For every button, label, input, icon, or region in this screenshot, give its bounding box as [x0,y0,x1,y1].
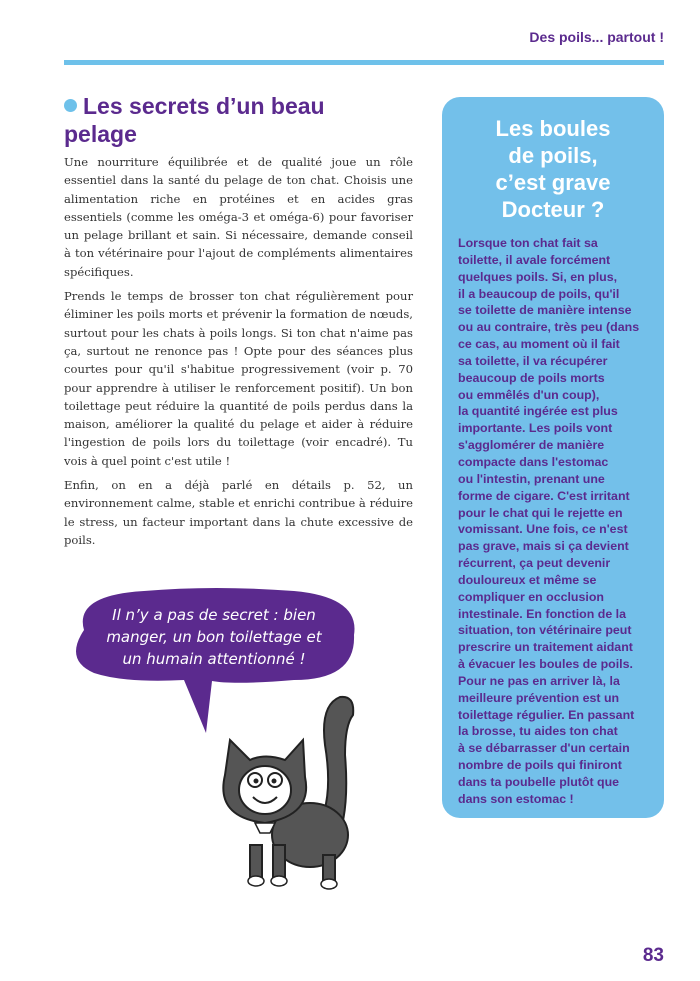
page-number: 83 [642,945,664,966]
box-text-line: situation, ton vétérinaire peut [458,623,632,638]
box-title-line: de poils, [508,143,598,168]
box-text-line: pour le chat qui le rejette en [458,505,623,520]
header-rule [64,60,664,65]
box-text-line: dans son estomac ! [458,791,574,806]
box-text-line: sa toilette, il va récupérer [458,353,608,368]
box-text-line: intestinale. En fonction de la [458,606,626,621]
bullet-icon [64,99,77,112]
box-text-line: douloureux et même se [458,572,597,587]
box-title-line: c’est grave [495,170,611,195]
box-text-line: compliquer en occlusion [458,589,604,604]
section-heading [64,92,394,148]
box-text-line: ou l'intestin, prenant une [458,471,605,486]
paragraph: Une nourriture équilibrée et de qualité joue un rôle essentiel dans la santé du pelage de ton chat. Choisis une alimentation riche en protéines et en acides gras essentiels (comme les oméga-3 et oméga-6) pour favoriser un pelage brillant et sain. Si nécessaire, demande conseil à ton vétérinaire pour l'ajout de compléments alimentaires spécifiques. [64,155,413,279]
box-text-line: nombre de poils qui finiront [458,758,622,773]
box-text-line: récurrent, ça peut devenir [458,556,611,571]
box-text-line: se toilette de manière intense [458,303,632,318]
box-text-line: dans ta poubelle plutôt que [458,775,620,789]
box-text-line: quelques poils. Si, en plus, [458,269,618,284]
box-text-line: beaucoup de poils morts [458,370,605,385]
box-text-line: toilette, il avale forcément [458,252,611,267]
bubble-line: manger, un bon toilettage et [106,628,322,646]
section-heading-text: Les secrets d’un beau pelage [64,93,325,147]
box-text-line: importante. Les poils vont [458,421,613,436]
box-title [442,115,664,223]
box-text-line: à évacuer les boules de poils. [458,657,633,672]
box-text-line: ou emmêlés d'un coup), [458,387,600,402]
paragraph: Enfin, on en a déjà parlé en détails p. 52, un environnement calme, stable et enrichi contribue à réduire le stress, un facteur important dans la chute excessive de poils. [64,478,413,547]
paragraph: Prends le temps de brosser ton chat régulièrement pour éliminer les poils morts et prévenir la formation de nœuds, surtout pour les chats à poils longs. Si ton chat n'aime pas ça, surtout ne renonce pas ! Opte pour des séances plus courtes pour qu'il s'habitue progressivement (voir p. 70 pour apprendre à utiliser le renforcement positif). Un bon toilettage peut réduire la quantité de poils perdus dans la maison, améliorer la qualité du pelage et aider à réduire l'ingestion de poils lors du toilettage (voir encadré). Tu vois à quel point c'est utile ! [64,289,413,468]
box-title-line: Docteur ? [501,197,605,222]
box-text-line: toilettage régulier. En passant [458,707,635,722]
speech-bubble-text [80,604,348,670]
box-text-line: compacte dans l'estomac [458,454,609,469]
box-text [458,235,658,808]
box-text-line: à se débarrasser d'un certain [458,741,630,756]
box-text-line: Lorsque ton chat fait sa [458,236,598,250]
box-text-line: il a beaucoup de poils, qu'il [458,286,620,301]
cat-illustration [205,685,365,895]
running-header: Des poils... partout ! [529,29,664,45]
box-text-line: la brosse, tu aides ton chat [458,724,618,739]
box-text-line: meilleure prévention est un [458,690,620,705]
box-text-line: prescrire un traitement aidant [458,640,633,655]
sidebar-box [442,97,664,818]
body-text [64,153,413,555]
box-text-line: ce cas, au moment où il fait [458,337,620,352]
box-text-line: s'agglomérer de manière [458,438,605,453]
box-text-line: ou au contraire, très peu (dans [458,320,640,335]
box-text-line: forme de cigare. C'est irritant [458,488,630,503]
box-text-line: vomissant. Une fois, ce n'est [458,522,628,537]
bubble-line: un humain attentionné ! [122,650,306,668]
box-text-line: pas grave, mais si ça devient [458,539,629,554]
bubble-line: Il n’y a pas de secret : bien [112,606,316,624]
box-text-line: Pour ne pas en arriver là, la [458,673,620,688]
box-title-line: Les boules [495,116,611,141]
box-text-line: la quantité ingérée est plus [458,404,618,419]
